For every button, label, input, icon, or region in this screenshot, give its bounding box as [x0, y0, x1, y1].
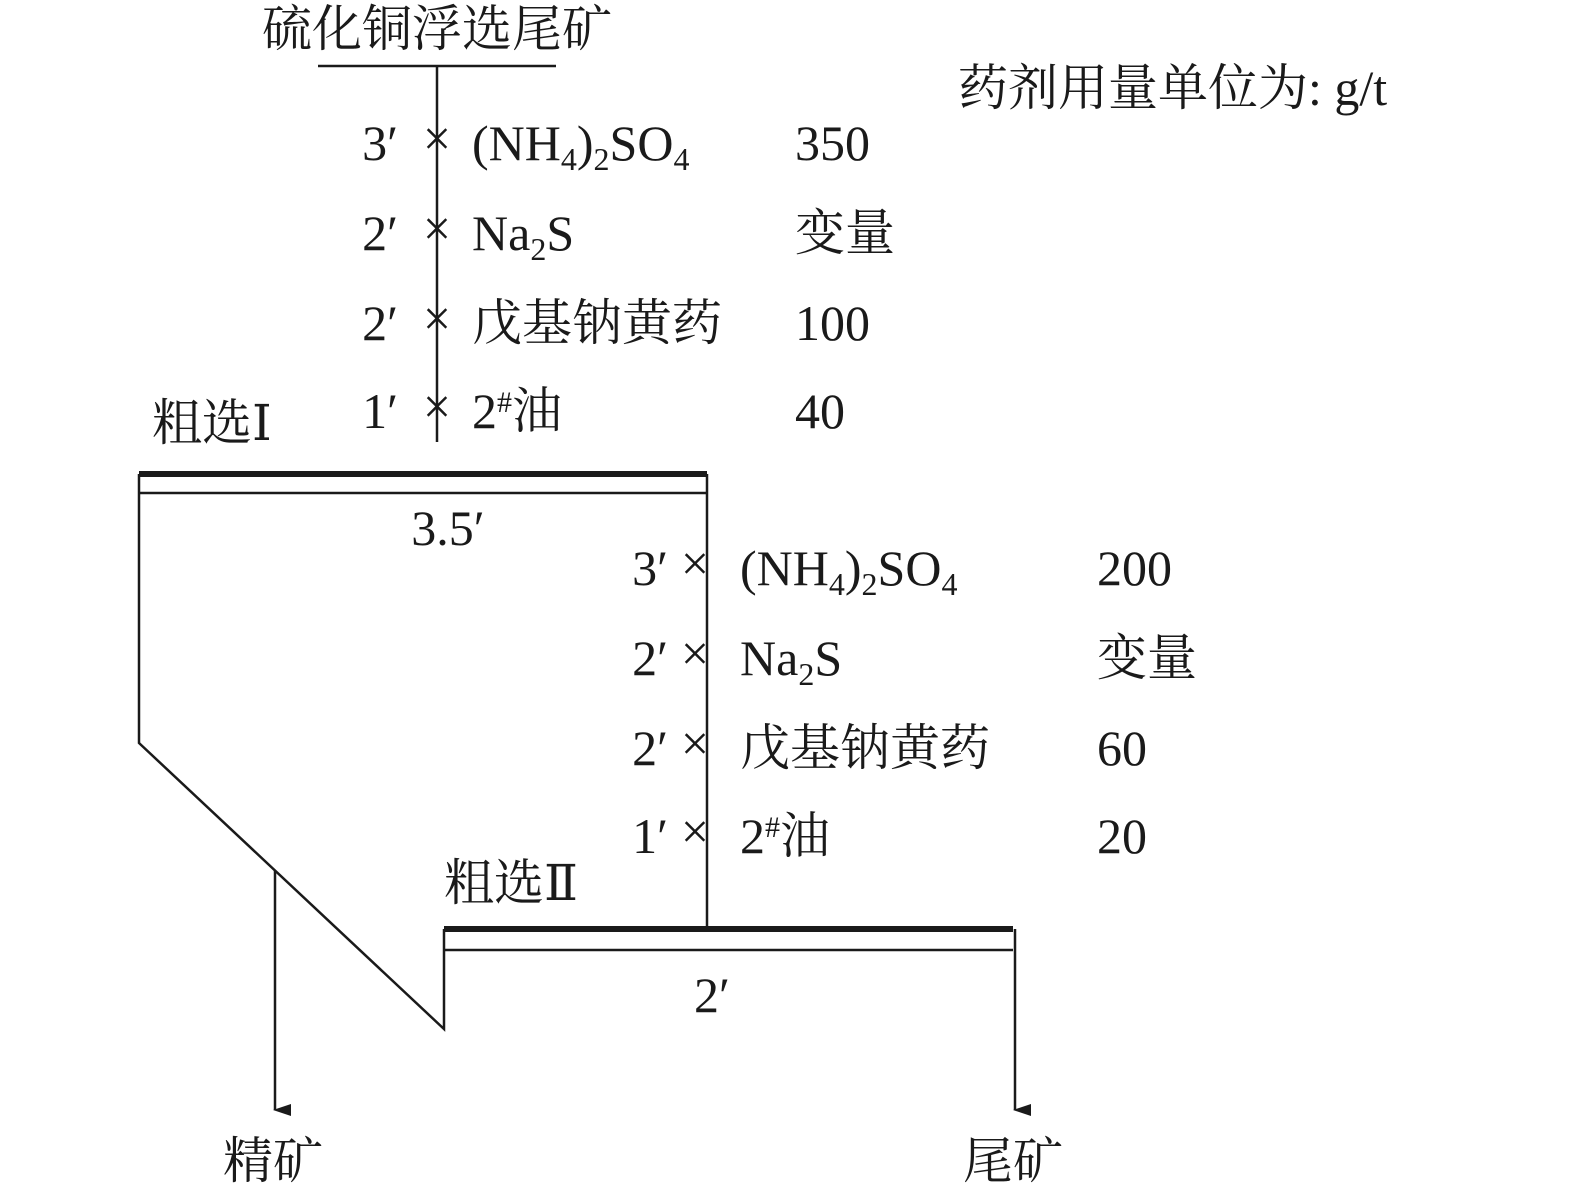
- addition-mark: ×: [422, 200, 452, 256]
- stage2-time: 2′: [694, 967, 730, 1023]
- reagent-dose: 变量: [1097, 630, 1197, 686]
- stage1-reagent-row: [362, 110, 870, 177]
- stage1-reagent-row: [362, 200, 895, 267]
- concentrate-label: 精矿: [223, 1133, 323, 1189]
- reagent-dose: 变量: [795, 205, 895, 261]
- reagent-name: $Na_2S$: [740, 630, 843, 692]
- reagent-name: 2#油: [740, 808, 830, 864]
- reagent-time: 3′: [362, 115, 398, 171]
- addition-mark: ×: [680, 535, 710, 591]
- reagent-dose: 100: [795, 295, 870, 351]
- reagent-dose: 60: [1097, 720, 1147, 776]
- addition-mark: ×: [422, 290, 452, 346]
- reagent-time: 2′: [362, 295, 398, 351]
- reagent-time: 1′: [362, 383, 398, 439]
- reagent-time: 2′: [632, 630, 668, 686]
- addition-mark: ×: [422, 378, 452, 434]
- reagent-name: 戊基钠黄药: [740, 720, 990, 776]
- addition-mark: ×: [680, 715, 710, 771]
- reagent-time: 2′: [632, 720, 668, 776]
- stage1-reagent-row: [362, 290, 870, 351]
- stage2-reagent-row: [632, 535, 1172, 602]
- reagent-name: $(NH_4)_2SO_4$: [472, 115, 690, 177]
- reagent-name: 戊基钠黄药: [472, 295, 722, 351]
- reagent-dose: 40: [795, 383, 845, 439]
- stage1-time: 3.5′: [411, 500, 485, 556]
- addition-mark: ×: [680, 625, 710, 681]
- unit-note: 药剂用量单位为: g/t: [958, 60, 1388, 116]
- reagent-time: 1′: [632, 808, 668, 864]
- stage2-label: 粗选Ⅱ: [444, 855, 578, 911]
- stage1-cell-body: [139, 474, 444, 1029]
- reagent-name: $Na_2S$: [472, 205, 575, 267]
- stage2-reagent-row: [632, 803, 1147, 864]
- reagent-dose: 200: [1097, 540, 1172, 596]
- addition-mark: ×: [680, 803, 710, 859]
- tailings-label: 尾矿: [963, 1133, 1063, 1189]
- stage1-label: 粗选Ⅰ: [152, 395, 272, 451]
- stage2-reagent-row: [632, 715, 1147, 776]
- reagent-dose: 20: [1097, 808, 1147, 864]
- reagent-name: 2#油: [472, 383, 562, 439]
- reagent-time: 2′: [362, 205, 398, 261]
- feed-label: 硫化铜浮选尾矿: [262, 1, 612, 57]
- stage2-reagent-row: [632, 625, 1197, 692]
- addition-mark: ×: [422, 110, 452, 166]
- reagent-name: $(NH_4)_2SO_4$: [740, 540, 958, 602]
- stage1-reagent-row: [362, 378, 845, 439]
- reagent-time: 3′: [632, 540, 668, 596]
- reagent-dose: 350: [795, 115, 870, 171]
